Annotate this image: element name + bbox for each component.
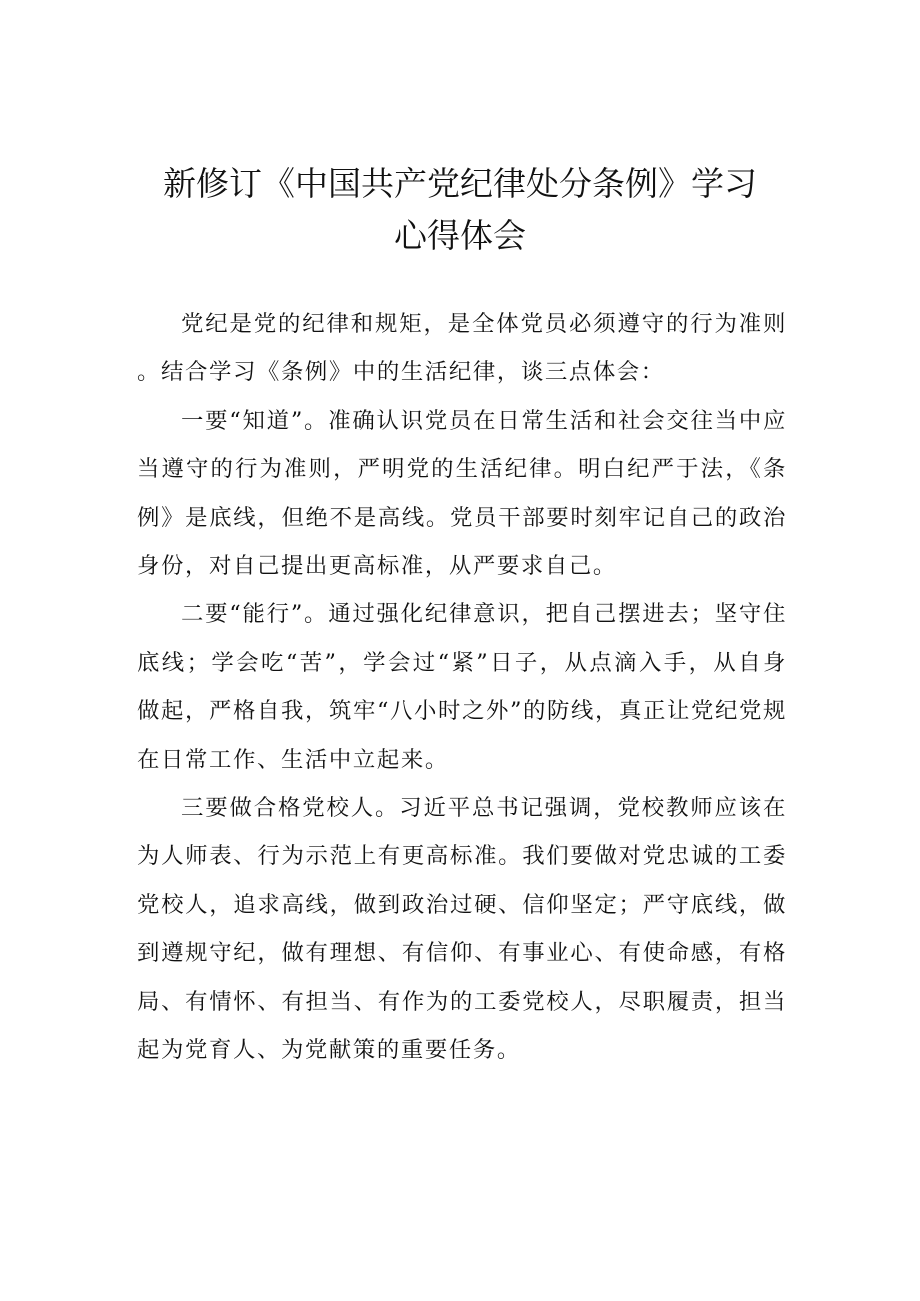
document-body: [137, 300, 787, 1075]
title-line-2: 心得体会: [394, 216, 526, 255]
paragraph-intro: 党纪是党的纪律和规矩，是全体党员必须遵守的行为准则。结合学习《条例》中的生活纪律，谈三点体会：: [137, 311, 787, 386]
paragraph-point-one: 一要“知道”。准确认识党员在日常生活和社会交往当中应当遵守的行为准则，严明党的生活纪律。明白纪严于法，《条例》是底线，但绝不是高线。党员干部要时刻牢记自己的政治身份，对自己提出更高标准，从严要求自己。: [137, 407, 787, 580]
document-title: [0, 158, 920, 262]
paragraph-point-three: 三要做合格党校人。习近平总书记强调，党校教师应该在为人师表、行为示范上有更高标准。我们要做对党忠诚的工委党校人，追求高线，做到政治过硬、信仰坚定；严守底线，做到遵规守纪，做有理想、有信仰、有事业心、有使命感，有格局、有情怀、有担当、有作为的工委党校人，尽职履责，担当起为党育人、为党献策的重要任务。: [137, 795, 787, 1064]
paragraph-point-two: 二要“能行”。通过强化纪律意识，把自己摆进去；坚守住底线；学会吃“苦”，学会过“紧”日子，从点滴入手，从自身做起，严格自我，筑牢“八小时之外”的防线，真正让党纪党规在日常工作、生活中立起来。: [137, 601, 787, 773]
title-line-1: 新修订《中国共产党纪律处分条例》学习: [163, 164, 757, 203]
